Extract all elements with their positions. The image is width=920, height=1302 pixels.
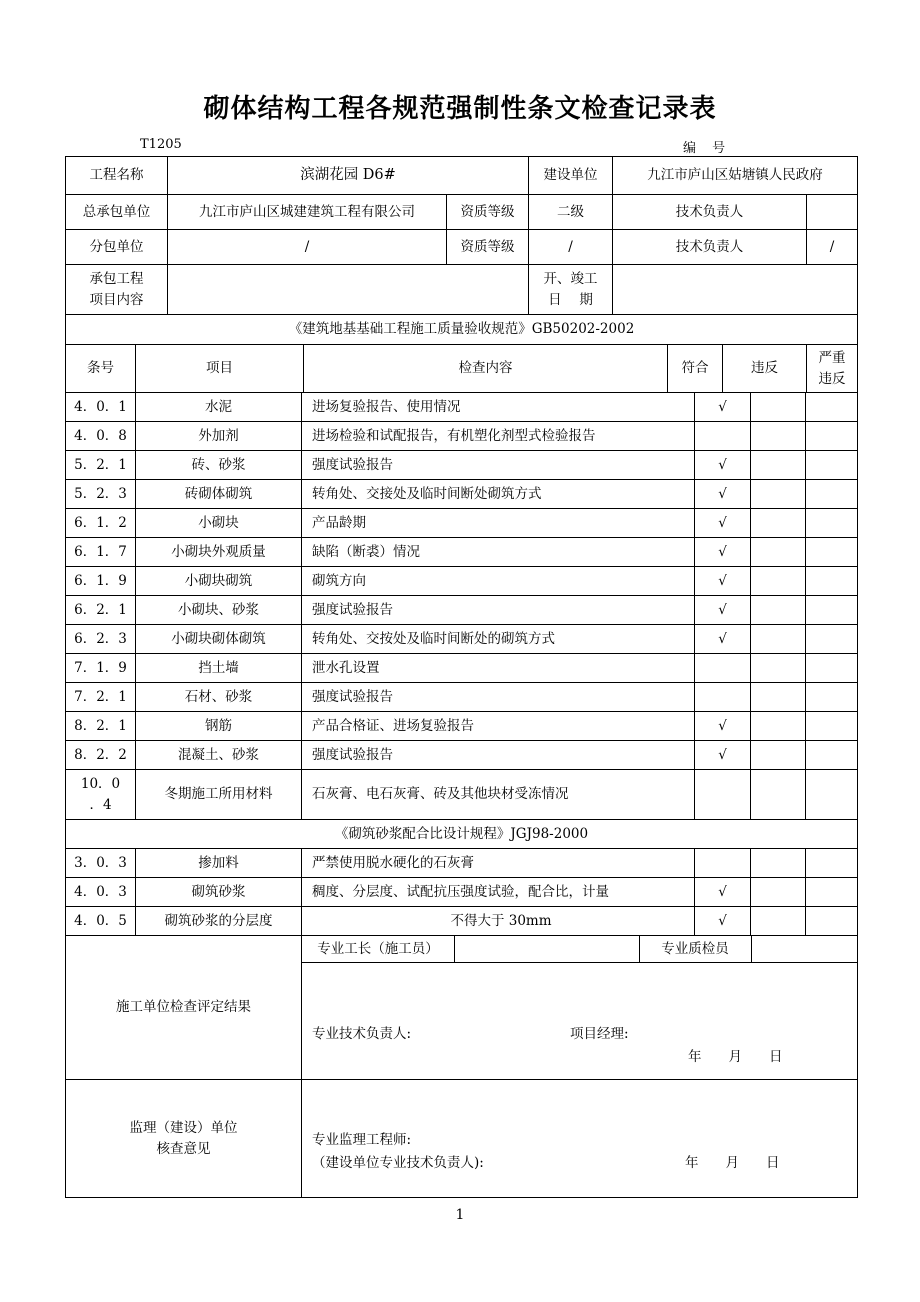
check-rows-table: [65, 392, 858, 1198]
row-violate: [751, 770, 806, 820]
section1-row: [66, 315, 858, 345]
owner-tech-label: （建设单位专业技术负责人):: [312, 1155, 484, 1171]
foreman-label: 专业工长（施工员）: [302, 936, 455, 962]
row-clause: 3．0．3: [66, 849, 136, 878]
row-severe: [806, 712, 858, 741]
row-clause-line1: 10．0: [80, 775, 121, 792]
row-violate: [751, 625, 806, 654]
row-comply: √: [695, 509, 751, 538]
dates-value: [613, 265, 858, 315]
dates-label: [529, 265, 613, 315]
scope-label: [66, 265, 168, 315]
row-severe: [806, 393, 858, 422]
row-item: 石材、砂浆: [136, 683, 302, 712]
page-title: 砌体结构工程各规范强制性条文检查记录表: [203, 94, 717, 124]
row-comply: √: [695, 625, 751, 654]
row-comply: [695, 654, 751, 683]
row-clause: 6．2．3: [66, 625, 136, 654]
owner-label: 建设单位: [529, 157, 613, 195]
row-severe: [806, 480, 858, 509]
row-violate: [751, 451, 806, 480]
row-violate: [751, 480, 806, 509]
row-clause: 7．1．9: [66, 654, 136, 683]
gc-qual-value: 二级: [529, 195, 613, 230]
foreman-value: [454, 936, 640, 962]
row-clause: 7．2．1: [66, 683, 136, 712]
row-clause: 6．1．9: [66, 567, 136, 596]
row-content: 强度试验报告: [302, 451, 695, 480]
tech-head-label: 专业技术负责人:: [312, 1026, 412, 1042]
gc-tech-value: [807, 195, 858, 230]
row-clause: 4．0．5: [66, 907, 136, 936]
owner-value: 九江市庐山区姑塘镇人民政府: [613, 157, 858, 195]
project-name: 滨湖花园 D6#: [168, 157, 529, 195]
col-content: 检查内容: [304, 345, 668, 393]
row-item: 小砌块: [136, 509, 302, 538]
scope-row: [66, 265, 858, 315]
row-severe: [806, 625, 858, 654]
row-severe: [806, 907, 858, 936]
row-comply: [695, 849, 751, 878]
row-item: 水泥: [136, 393, 302, 422]
row-severe: [806, 422, 858, 451]
inspector-label: 专业质检员: [639, 936, 752, 962]
gc-row: [66, 195, 858, 230]
row-item: 小砌块砌筑: [136, 567, 302, 596]
row-content: 不得大于 30mm: [302, 907, 695, 936]
row-violate: [751, 596, 806, 625]
row-comply: √: [695, 480, 751, 509]
table-row: [66, 683, 858, 712]
row-item: 砖砌体砌筑: [136, 480, 302, 509]
row-content: 进场检验和试配报告，有机塑化剂型式检验报告: [302, 422, 695, 451]
table-row: [66, 567, 858, 596]
row-item: 砌筑砂浆: [136, 878, 302, 907]
row-violate: [751, 538, 806, 567]
row-severe: [806, 509, 858, 538]
row-comply: √: [695, 712, 751, 741]
row-severe: [806, 567, 858, 596]
row-violate: [751, 849, 806, 878]
supervisor-result-cell: [302, 1080, 858, 1198]
row-content: 石灰膏、电石灰膏、砖及其他块材受冻情况: [302, 770, 695, 820]
table-row: [66, 625, 858, 654]
supervisor-label-line2: 核查意见: [156, 1140, 211, 1157]
constructor-result-cell: [302, 936, 858, 1080]
row-severe: [806, 538, 858, 567]
row-comply: [695, 683, 751, 712]
row-violate: [751, 509, 806, 538]
row-comply: √: [695, 451, 751, 480]
table-row: [66, 849, 858, 878]
row-content: 强度试验报告: [302, 596, 695, 625]
supervisor-date: 年 月 日: [685, 1155, 780, 1171]
form-code: T1205: [140, 137, 182, 152]
row-item: 外加剂: [136, 422, 302, 451]
gc-qual-label: 资质等级: [447, 195, 529, 230]
row-item: 砌筑砂浆的分层度: [136, 907, 302, 936]
scope-value: [168, 265, 529, 315]
supervisor-label-line1: 监理（建设）单位: [129, 1119, 238, 1136]
col-severe-line1: 严重: [818, 349, 846, 366]
row-content: 严禁使用脱水硬化的石灰膏: [302, 849, 695, 878]
row-severe: [806, 741, 858, 770]
row-severe: [806, 770, 858, 820]
row-content: 稠度、分层度、试配抗压强度试验，配合比，计量: [302, 878, 695, 907]
row-clause: 6．1．7: [66, 538, 136, 567]
row-violate: [751, 683, 806, 712]
sub-value: /: [168, 230, 447, 265]
table-row: [66, 712, 858, 741]
inspection-table: [65, 156, 858, 393]
row-content: 进场复验报告、使用情况: [302, 393, 695, 422]
col-violate: 违反: [723, 345, 807, 393]
row-violate: [751, 741, 806, 770]
row-clause-line2: ．4: [89, 796, 112, 813]
signoff-strip: [302, 936, 857, 963]
project-row: [66, 157, 858, 195]
gc-value: 九江市庐山区城建建筑工程有限公司: [168, 195, 447, 230]
sub-tech-value: /: [807, 230, 858, 265]
row-comply: √: [695, 878, 751, 907]
row-clause: 6．1．2: [66, 509, 136, 538]
row-clause: 8．2．1: [66, 712, 136, 741]
row-violate: [751, 422, 806, 451]
row-content: 转角处、交按处及临时间断处的砌筑方式: [302, 625, 695, 654]
row-content: 砌筑方向: [302, 567, 695, 596]
row-item: 砖、砂浆: [136, 451, 302, 480]
sub-tech-label: 技术负责人: [613, 230, 807, 265]
row-clause: 5．2．3: [66, 480, 136, 509]
row-clause: 6．2．1: [66, 596, 136, 625]
row-content: 强度试验报告: [302, 741, 695, 770]
project-name-label: 工程名称: [66, 157, 168, 195]
row-comply: √: [695, 741, 751, 770]
row-content: 缺陷（断裘）情况: [302, 538, 695, 567]
row-severe: [806, 683, 858, 712]
table-row: [66, 538, 858, 567]
row-comply: √: [695, 393, 751, 422]
row-violate: [751, 712, 806, 741]
row-violate: [751, 567, 806, 596]
sub-qual-label: 资质等级: [447, 230, 529, 265]
row-comply: √: [695, 596, 751, 625]
row-content: 产品合格证、进场复验报告: [302, 712, 695, 741]
constructor-result-row: [66, 936, 858, 1080]
gc-label: 总承包单位: [66, 195, 168, 230]
row-severe: [806, 878, 858, 907]
section2-row: [66, 820, 858, 849]
row-severe: [806, 849, 858, 878]
row-violate: [751, 907, 806, 936]
row-clause: 5．2．1: [66, 451, 136, 480]
supervisor-result-row: [66, 1080, 858, 1198]
sub-row: [66, 230, 858, 265]
row-content: 转角处、交接处及临时间断处砌筑方式: [302, 480, 695, 509]
table-row: [66, 907, 858, 936]
row-content: 强度试验报告: [302, 683, 695, 712]
constructor-date: 年 月 日: [688, 1049, 783, 1065]
gc-tech-label: 技术负责人: [613, 195, 807, 230]
row-clause: 4．0．8: [66, 422, 136, 451]
row-item: 小砌块外观质量: [136, 538, 302, 567]
col-severe: [807, 345, 858, 393]
row-item: 小砌块、砂浆: [136, 596, 302, 625]
sub-qual-value: /: [529, 230, 613, 265]
row-clause: 4．0．1: [66, 393, 136, 422]
column-header-row: [66, 345, 858, 393]
row-item: 掺加料: [136, 849, 302, 878]
row-severe: [806, 451, 858, 480]
row-violate: [751, 393, 806, 422]
row-clause: 8．2．2: [66, 741, 136, 770]
row-comply: √: [695, 538, 751, 567]
col-clause: 条号: [66, 345, 136, 393]
row-clause: 4．0．3: [66, 878, 136, 907]
row-content: 泄水孔设置: [302, 654, 695, 683]
table-row: [66, 596, 858, 625]
row-comply: √: [695, 907, 751, 936]
row-item: 小砌块砌体砌筑: [136, 625, 302, 654]
dates-label-line2: 日 期: [548, 291, 593, 308]
supervisor-result-label: [66, 1080, 302, 1198]
row-item: 冬期施工所用材料: [136, 770, 302, 820]
table-row: [66, 509, 858, 538]
table-row: [66, 741, 858, 770]
row-comply: [695, 770, 751, 820]
page-number: 1: [455, 1207, 465, 1223]
row-violate: [751, 878, 806, 907]
row-clause: [66, 770, 136, 820]
engineer-label: 专业监理工程师:: [312, 1132, 412, 1148]
col-item: 项目: [136, 345, 304, 393]
row-item: 混凝土、砂浆: [136, 741, 302, 770]
scope-label-line1: 承包工程: [89, 270, 144, 287]
table-row: [66, 422, 858, 451]
row-violate: [751, 654, 806, 683]
number-label: 编 号: [683, 141, 732, 156]
section1-title: 《建筑地基基础工程施工质量验收规范》GB50202-2002: [66, 315, 858, 345]
table-row: [66, 878, 858, 907]
table-row: [66, 480, 858, 509]
scope-label-line2: 项目内容: [89, 291, 144, 308]
row-comply: [695, 422, 751, 451]
table-row: [66, 451, 858, 480]
section2-title: 《砌筑砂浆配合比设计规程》JGJ98-2000: [66, 820, 858, 849]
row-item: 挡土墙: [136, 654, 302, 683]
table-row: [66, 654, 858, 683]
row-severe: [806, 596, 858, 625]
col-comply: 符合: [668, 345, 723, 393]
table-row: [66, 770, 858, 820]
row-comply: √: [695, 567, 751, 596]
constructor-result-label: 施工单位检查评定结果: [66, 936, 302, 1080]
sub-label: 分包单位: [66, 230, 168, 265]
row-item: 钢筋: [136, 712, 302, 741]
row-severe: [806, 654, 858, 683]
col-severe-line2: 违反: [818, 370, 846, 387]
table-row: [66, 393, 858, 422]
pm-label: 项目经理:: [570, 1026, 629, 1042]
dates-label-line1: 开、竣工: [543, 270, 598, 287]
row-content: 产品龄期: [302, 509, 695, 538]
